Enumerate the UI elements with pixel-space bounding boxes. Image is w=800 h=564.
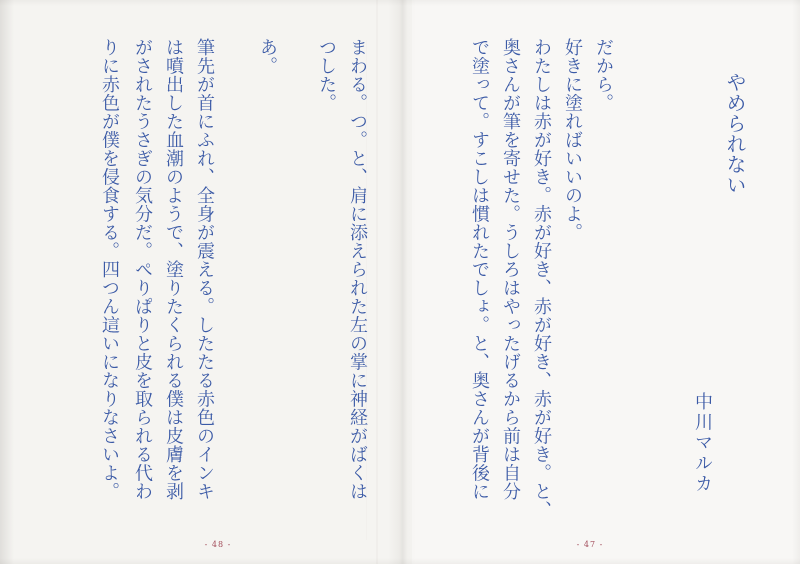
text-column: りに赤色が僕を侵食する。四つん這いになりなさいよ。 — [99, 38, 120, 501]
page-edge-shadow-left — [0, 0, 14, 564]
text-column: わたしは赤が好き。赤が好き、赤が好き、赤が好き。と、 — [531, 38, 552, 519]
text-column: 好きに塗ればいいのよ。 — [562, 38, 583, 242]
page-edge-shadow-right — [792, 0, 800, 564]
text-column: まわる。つ。と、肩に添えられた左の掌に神経がばくは — [347, 38, 368, 501]
text-column: つした。 — [316, 38, 337, 112]
page-number-left: - 48 - — [204, 540, 232, 549]
text-column: は噴出した血潮のようで、塗りたくられる僕は皮膚を剥 — [163, 38, 184, 501]
text-column: だから。 — [593, 38, 614, 112]
text-column: 奥さんが筆を寄せた。うしろはやったげるから前は自分 — [500, 38, 521, 501]
gutter-shadow — [388, 0, 416, 564]
page-edge-shadow-top — [0, 0, 800, 6]
author-name: 中川マルカ — [692, 392, 713, 495]
story-title: やめられない — [723, 72, 747, 195]
text-column: で塗って。すこしは慣れたでしょ。と、奥さんが背後に — [469, 38, 490, 501]
page-number-right: - 47 - — [576, 540, 604, 549]
page-edge-shadow-bottom — [0, 558, 800, 564]
text-column: がされたうさぎの気分だ。ぺりぱりと皮を取られる代わ — [132, 38, 153, 501]
paper-texture-streak — [376, 0, 378, 564]
text-column: あ。 — [257, 38, 278, 75]
text-column: 筆先が首にふれ、全身が震える。したたる赤色のインキ — [194, 38, 215, 501]
